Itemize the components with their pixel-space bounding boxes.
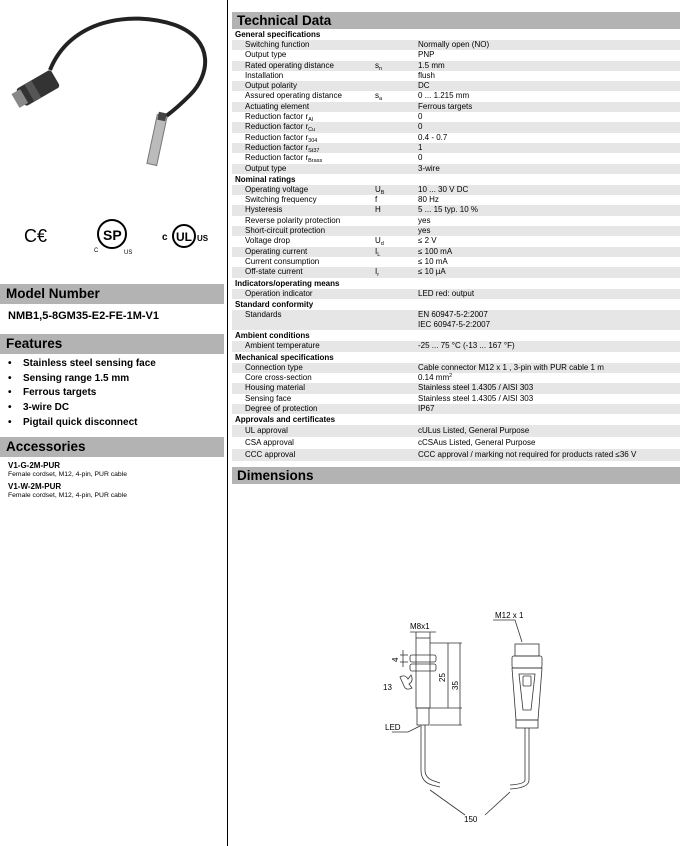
- spec-value: Normally open (NO): [418, 40, 490, 49]
- section-title: Approvals and certificates: [235, 415, 336, 425]
- spec-value: flush: [418, 70, 435, 80]
- technical-data-table: [232, 29, 680, 461]
- spec-value: 10 ... 30 V DC: [418, 184, 469, 194]
- spec-row: [232, 425, 680, 437]
- dim-cable: 150: [464, 815, 478, 824]
- spec-label: Reduction factor $r_{304}$: [245, 132, 318, 144]
- spec-value: ≤ 2 V: [418, 236, 437, 246]
- spec-symbol: [375, 143, 418, 153]
- section-title: Mechanical specifications: [235, 352, 334, 362]
- spec-value: Stainless steel 1.4305 / AISI 303: [418, 393, 534, 403]
- spec-label: Housing material: [245, 383, 306, 393]
- dimension-drawing: [370, 610, 570, 830]
- spec-row: [232, 247, 680, 257]
- spec-label: Off-state current: [245, 267, 303, 277]
- spec-symbol: $U_d$: [375, 236, 384, 248]
- spec-value: Ferrous targets: [418, 101, 473, 111]
- feature-item: [8, 402, 156, 417]
- spec-label: CSA approval: [245, 438, 294, 447]
- dim-thread-sensor: M8x1: [410, 622, 430, 631]
- spec-label: Reverse polarity protection: [245, 215, 341, 225]
- spec-row: [232, 394, 680, 404]
- spec-symbol: [375, 425, 418, 437]
- dim-nut-height: 4: [391, 657, 400, 662]
- spec-value: 5 ... 15 typ. 10 %: [418, 205, 479, 215]
- ce-logo: C€: [24, 226, 48, 246]
- spec-value: EN 60947-5-2:2007 IEC 60947-5-2:2007: [418, 309, 491, 330]
- spec-label: Standards: [245, 309, 282, 319]
- spec-value: 1: [418, 142, 423, 152]
- spec-symbol: $I_r$: [375, 267, 380, 279]
- accessory-description: Female cordset, M12, 4-pin, PUR cable: [8, 492, 127, 499]
- spec-value: 0: [418, 112, 423, 122]
- spec-symbol: [375, 164, 418, 174]
- spec-label: Switching function: [245, 40, 310, 49]
- spec-row: [232, 310, 680, 331]
- svg-text:c: c: [162, 232, 168, 243]
- spec-row: [232, 61, 680, 71]
- spec-label: UL approval: [245, 426, 288, 436]
- feature-text: Sensing range 1.5 mm: [23, 372, 130, 384]
- spec-label: Reduction factor $r_{Al}$: [245, 112, 314, 124]
- spec-row: [232, 373, 680, 383]
- feature-text: Pigtail quick disconnect: [23, 416, 138, 428]
- spec-row: [232, 236, 680, 246]
- spec-symbol: H: [375, 205, 381, 215]
- spec-symbol: [375, 81, 418, 91]
- feature-item: [8, 358, 156, 373]
- section-title: Indicators/operating means: [235, 278, 340, 288]
- spec-symbol: [375, 289, 418, 299]
- section-title: Standard conformity: [235, 299, 314, 309]
- spec-label: Sensing face: [245, 393, 292, 403]
- spec-label: Short-circuit protection: [245, 226, 326, 236]
- spec-row: [232, 216, 680, 226]
- feature-text: Stainless steel sensing face: [23, 358, 156, 369]
- spec-value: 0.14 $mm^2$: [418, 373, 453, 383]
- spec-label: Voltage drop: [245, 236, 290, 246]
- spec-row: [232, 226, 680, 236]
- spec-symbol: [375, 216, 418, 226]
- csa-logo: [94, 220, 132, 256]
- spec-value: Stainless steel 1.4305 / AISI 303: [418, 383, 534, 393]
- dim-length-total: 35: [451, 681, 460, 690]
- spec-value: 0: [418, 153, 423, 163]
- model-number-header: Model Number: [0, 284, 224, 304]
- spec-symbol: [375, 112, 418, 122]
- spec-row: [232, 363, 680, 373]
- spec-label: Degree of protection: [245, 403, 318, 413]
- spec-symbol: [375, 102, 418, 112]
- spec-symbol: [375, 394, 418, 404]
- spec-label: Ambient temperature: [245, 341, 320, 351]
- spec-value: PNP: [418, 50, 435, 60]
- spec-symbol: [375, 341, 418, 351]
- spec-value: DC: [418, 81, 430, 91]
- spec-symbol: [375, 50, 418, 60]
- spec-value: 0 ... 1.215 mm: [418, 91, 470, 101]
- bullet: •: [8, 387, 12, 399]
- certification-logos: [0, 210, 224, 260]
- spec-symbol: [375, 373, 418, 383]
- spec-label: Operation indicator: [245, 288, 313, 298]
- spec-value: 0: [418, 122, 423, 132]
- svg-text:US: US: [197, 234, 209, 243]
- bullet: •: [8, 416, 12, 428]
- bullet: •: [8, 402, 12, 414]
- spec-symbol: [375, 383, 418, 393]
- spec-label: Current consumption: [245, 256, 320, 266]
- feature-item: [8, 387, 156, 402]
- spec-value: ≤ 100 mA: [418, 246, 453, 256]
- spec-symbol: [375, 437, 418, 449]
- spec-label: Rated operating distance: [245, 60, 334, 70]
- dim-led: LED: [385, 723, 401, 732]
- technical-data-header: Technical Data: [232, 12, 680, 29]
- spec-value: Cable connector M12 x 1 , 3-pin with PUR cable 1 m: [418, 362, 604, 372]
- accessory-name: V1-W-2M-PUR: [8, 482, 62, 491]
- spec-symbol: [375, 40, 418, 50]
- bullet: •: [8, 372, 12, 384]
- svg-text:UL: UL: [176, 230, 192, 244]
- spec-value: -25 ... 75 °C (-13 ... 167 °F): [418, 341, 515, 351]
- svg-text:SP: SP: [103, 227, 122, 243]
- spec-value: ≤ 10 µA: [418, 267, 446, 277]
- spec-row: [232, 289, 680, 299]
- spec-symbol: [375, 257, 418, 267]
- spec-row: [232, 50, 680, 60]
- feature-text: 3-wire DC: [23, 402, 70, 414]
- spec-symbol: $U_B$: [375, 184, 385, 196]
- spec-label: Actuating element: [245, 101, 310, 111]
- spec-label: Operating current: [245, 246, 308, 256]
- spec-label: Operating voltage: [245, 184, 309, 194]
- spec-value: yes: [418, 215, 431, 225]
- spec-symbol: $I_L$: [375, 246, 381, 258]
- spec-value: cCSAus Listed, General Purpose: [418, 438, 536, 447]
- spec-value: 80 Hz: [418, 195, 439, 205]
- spec-value: CCC approval / marking not required for products rated ≤36 V: [418, 449, 637, 459]
- spec-row: [232, 122, 680, 132]
- spec-label: Reduction factor $r_{St37}$: [245, 142, 320, 154]
- section-title: Ambient conditions: [235, 331, 310, 341]
- accessory-item: [8, 461, 127, 479]
- spec-row: [232, 102, 680, 112]
- spec-row: [232, 341, 680, 351]
- spec-row: [232, 267, 680, 277]
- spec-row: [232, 383, 680, 393]
- spec-label: Core cross-section: [245, 373, 312, 383]
- bullet: •: [8, 358, 12, 369]
- spec-row: [232, 205, 680, 215]
- dim-length-thread: 25: [438, 673, 447, 682]
- spec-label: Hysteresis: [245, 205, 283, 215]
- dim-thread-connector: M12 x 1: [495, 611, 524, 620]
- spec-symbol: $s_n$: [375, 60, 383, 72]
- dim-wrench: 13: [383, 683, 392, 692]
- spec-row: [232, 164, 680, 174]
- spec-row: [232, 185, 680, 195]
- spec-row: [232, 437, 680, 449]
- spec-row: [232, 195, 680, 205]
- model-number: NMB1,5-8GM35-E2-FE-1M-V1: [8, 310, 159, 322]
- feature-item: [8, 373, 156, 388]
- spec-label: CCC approval: [245, 449, 296, 459]
- column-divider: [227, 0, 228, 846]
- accessories-header: Accessories: [0, 437, 224, 457]
- feature-text: Ferrous targets: [23, 387, 97, 399]
- spec-row: [232, 40, 680, 50]
- spec-value: 3-wire: [418, 163, 440, 173]
- spec-row: [232, 112, 680, 122]
- spec-symbol: [375, 153, 418, 163]
- spec-row: [232, 404, 680, 414]
- left-column: [0, 0, 224, 846]
- spec-symbol: [375, 71, 418, 81]
- spec-value: ≤ 10 mA: [418, 256, 448, 266]
- spec-symbol: [375, 133, 418, 143]
- svg-text:US: US: [124, 250, 133, 256]
- spec-symbol: [375, 122, 418, 132]
- spec-symbol: [375, 404, 418, 414]
- spec-value: cULus Listed, General Purpose: [418, 426, 530, 436]
- spec-label: Assured operating distance: [245, 91, 342, 101]
- features-header: Features: [0, 334, 224, 354]
- spec-label: Reduction factor $r_{Cu}$: [245, 122, 316, 134]
- spec-symbol: [375, 226, 418, 236]
- spec-value: yes: [418, 226, 431, 236]
- accessory-name: V1-G-2M-PUR: [8, 461, 61, 470]
- spec-row: [232, 91, 680, 101]
- spec-symbol: [375, 449, 418, 461]
- accessory-description: Female cordset, M12, 4-pin, PUR cable: [8, 471, 127, 478]
- spec-label: Output type: [245, 50, 287, 60]
- spec-label: Switching frequency: [245, 195, 317, 205]
- spec-label: Output polarity: [245, 81, 298, 91]
- spec-symbol: [375, 310, 418, 331]
- spec-row: [232, 81, 680, 91]
- spec-value: 0.4 - 0.7: [418, 132, 448, 142]
- features-list: [8, 358, 156, 431]
- svg-text:C: C: [94, 248, 99, 254]
- spec-row: [232, 449, 680, 461]
- dimensions-header: Dimensions: [232, 467, 680, 484]
- spec-row: [232, 71, 680, 81]
- spec-row: [232, 257, 680, 267]
- spec-value: 1.5 mm: [418, 60, 445, 70]
- spec-label: Installation: [245, 70, 284, 80]
- spec-symbol: $s_a$: [375, 91, 383, 103]
- ul-logo: [162, 225, 209, 247]
- spec-symbol: [375, 363, 418, 373]
- spec-label: Reduction factor $r_{Brass}$: [245, 153, 323, 165]
- spec-label: Connection type: [245, 362, 303, 372]
- spec-value: LED red: output: [418, 288, 475, 298]
- spec-value: IP67: [418, 403, 435, 413]
- right-column: [232, 0, 680, 484]
- spec-row: [232, 143, 680, 153]
- accessory-item: [8, 482, 127, 500]
- spec-row: [232, 133, 680, 143]
- spec-row: [232, 153, 680, 163]
- spec-label: Output type: [245, 163, 287, 173]
- section-title: Nominal ratings: [235, 174, 296, 184]
- product-photo: [0, 0, 224, 210]
- feature-item: [8, 417, 156, 432]
- spec-symbol: f: [375, 195, 378, 205]
- section-title: General specifications: [235, 30, 321, 39]
- accessories-list: [8, 461, 127, 503]
